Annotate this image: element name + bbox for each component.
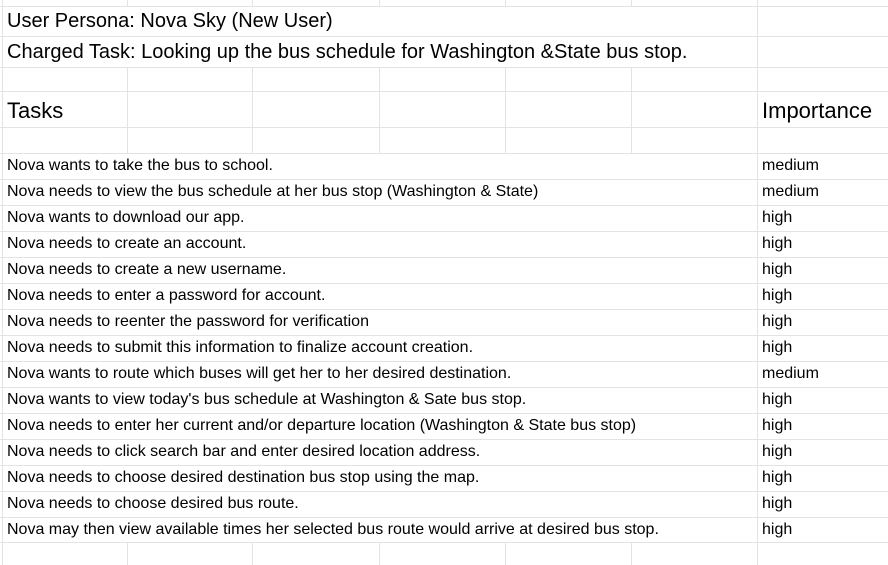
importance-column-header[interactable]: Importance	[762, 98, 873, 123]
column-divider	[505, 542, 506, 565]
row-divider	[0, 465, 888, 466]
task-cell[interactable]: Nova needs to reenter the password for verification	[7, 313, 369, 330]
task-cell[interactable]: Nova needs to click search bar and enter desired location address.	[7, 443, 481, 460]
importance-cell[interactable]: high	[762, 209, 793, 226]
task-cell[interactable]: Nova wants to view today's bus schedule at Washington & Sate bus stop.	[7, 391, 527, 408]
column-divider	[379, 542, 380, 565]
importance-cell[interactable]: high	[762, 261, 793, 278]
task-cell[interactable]: Nova needs to create an account.	[7, 235, 247, 252]
importance-cell[interactable]: high	[762, 391, 793, 408]
column-divider	[252, 67, 253, 153]
column-divider	[252, 542, 253, 565]
task-cell[interactable]: Nova needs to create a new username.	[7, 261, 287, 278]
task-cell[interactable]: Nova needs to enter her current and/or departure location (Washington & State bus stop)	[7, 417, 637, 434]
row-divider	[0, 179, 888, 180]
row-divider	[0, 257, 888, 258]
task-cell[interactable]: Nova needs to submit this information to finalize account creation.	[7, 339, 474, 356]
column-divider	[505, 67, 506, 153]
row-divider	[0, 491, 888, 492]
row-divider	[0, 153, 888, 154]
row-divider	[0, 6, 888, 7]
charged-task-cell[interactable]: Charged Task: Looking up the bus schedule for Washington &State bus stop.	[7, 41, 688, 63]
task-cell[interactable]: Nova needs to choose desired bus route.	[7, 495, 299, 512]
task-cell[interactable]: Nova may then view available times her selected bus route would arrive at desired bus stop.	[7, 521, 659, 538]
task-cell[interactable]: Nova wants to route which buses will get her to her desired destination.	[7, 365, 512, 382]
row-divider	[0, 205, 888, 206]
task-cell[interactable]: Nova needs to choose desired destination bus stop using the map.	[7, 469, 480, 486]
task-cell[interactable]: Nova wants to download our app.	[7, 209, 245, 226]
row-divider	[0, 127, 888, 128]
importance-cell[interactable]: medium	[762, 183, 819, 200]
task-cell[interactable]: Nova needs to enter a password for account.	[7, 287, 326, 304]
importance-cell[interactable]: medium	[762, 157, 819, 174]
row-divider	[0, 91, 888, 92]
column-divider	[379, 67, 380, 153]
row-divider	[0, 517, 888, 518]
row-divider	[0, 439, 888, 440]
importance-cell[interactable]: high	[762, 443, 793, 460]
row-divider	[0, 413, 888, 414]
importance-cell[interactable]: high	[762, 235, 793, 252]
tasks-column-header[interactable]: Tasks	[7, 98, 64, 123]
importance-cell[interactable]: high	[762, 469, 793, 486]
importance-cell[interactable]: high	[762, 417, 793, 434]
row-divider	[0, 283, 888, 284]
importance-cell[interactable]: high	[762, 313, 793, 330]
row-divider	[0, 387, 888, 388]
importance-cell[interactable]: medium	[762, 365, 819, 382]
column-divider	[631, 67, 632, 153]
importance-cell[interactable]: high	[762, 495, 793, 512]
row-divider	[0, 361, 888, 362]
row-divider	[0, 36, 888, 37]
column-divider	[127, 67, 128, 153]
row-divider	[0, 67, 888, 68]
column-divider	[127, 542, 128, 565]
row-divider	[0, 309, 888, 310]
task-cell[interactable]: Nova wants to take the bus to school.	[7, 157, 273, 174]
importance-cell[interactable]: high	[762, 339, 793, 356]
importance-cell[interactable]: high	[762, 287, 793, 304]
task-cell[interactable]: Nova needs to view the bus schedule at her bus stop (Washington & State)	[7, 183, 539, 200]
column-divider	[631, 542, 632, 565]
persona-cell[interactable]: User Persona: Nova Sky (New User)	[7, 10, 333, 32]
row-divider	[0, 335, 888, 336]
row-divider	[0, 231, 888, 232]
importance-cell[interactable]: high	[762, 521, 793, 538]
row-divider	[0, 542, 888, 543]
